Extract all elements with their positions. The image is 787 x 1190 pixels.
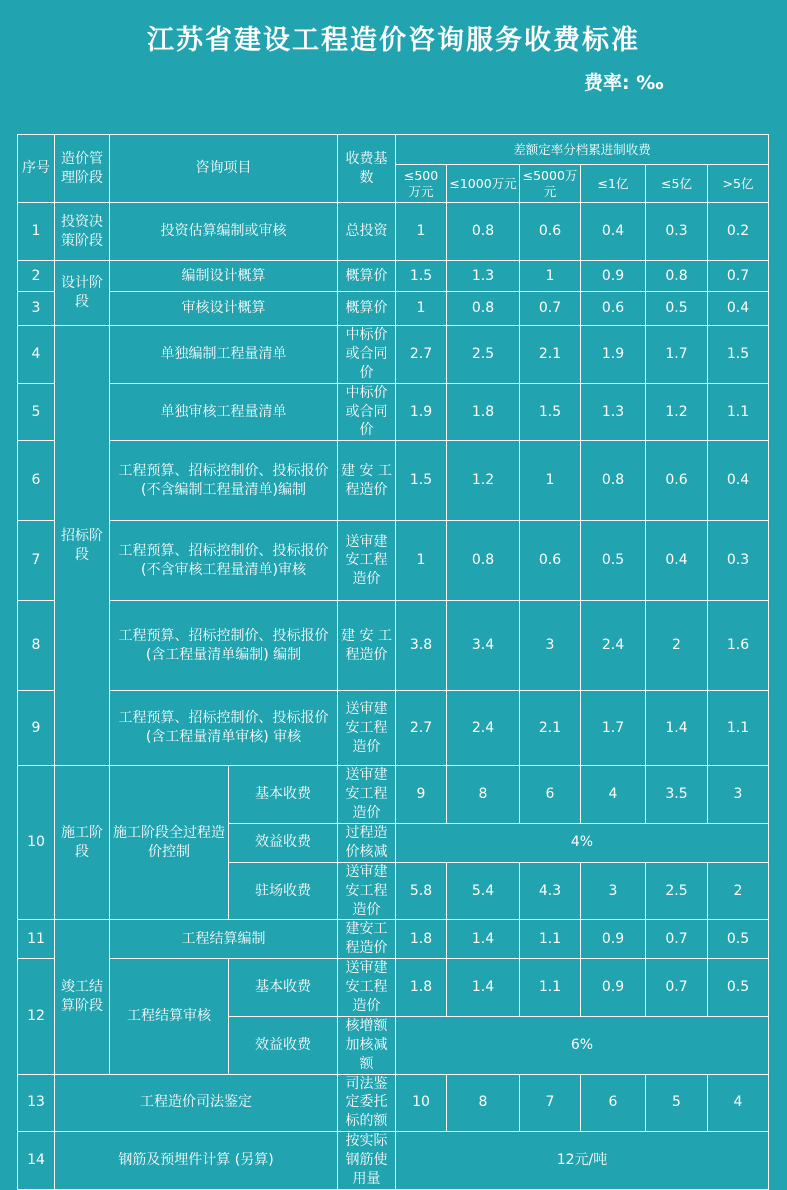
rate-cell: 0.7: [646, 959, 708, 1017]
rate-cell: 0.7: [646, 920, 708, 959]
row-base: 中标价或合同价: [338, 383, 396, 441]
tier-header: ≤5亿: [646, 165, 708, 203]
table-row: [18, 766, 769, 824]
rate-cell: 1.1: [708, 691, 769, 766]
row-no: 7: [18, 521, 55, 601]
rate-cell: 1: [396, 203, 447, 261]
rate-cell: 1: [396, 521, 447, 601]
row-base: 过程造价核减: [338, 824, 396, 863]
rate-cell: 0.8: [646, 261, 708, 292]
row-stage: 投资决策阶段: [55, 203, 110, 261]
rate-cell: 6: [520, 766, 581, 824]
row-base: 送审建安工程造价: [338, 766, 396, 824]
row-no: 2: [18, 261, 55, 292]
rate-cell: 2: [646, 601, 708, 691]
row-stage: 竣工结算阶段: [55, 920, 110, 1074]
rate-cell: 0.6: [520, 521, 581, 601]
row-sub-item: 工程结算审核: [110, 959, 229, 1074]
row-part-label: 基本收费: [229, 766, 338, 824]
row-base: 核增额加核减额: [338, 1016, 396, 1074]
table-row: [18, 691, 769, 766]
rate-cell: 8: [447, 1074, 520, 1132]
table-row: [18, 326, 769, 384]
rate-cell: 3.8: [396, 601, 447, 691]
rate-cell: 3.5: [646, 766, 708, 824]
table-row: [18, 920, 769, 959]
row-base: 司法鉴定委托标的额: [338, 1074, 396, 1132]
row-base: 送审建安工程造价: [338, 521, 396, 601]
row-no: 14: [18, 1132, 55, 1190]
table-row: [18, 1132, 769, 1190]
rate-cell: 0.7: [520, 292, 581, 326]
rate-unit: 费率: ‰: [584, 72, 664, 94]
row-no: 6: [18, 441, 55, 521]
merged-rate-cell: 12元/吨: [396, 1132, 769, 1190]
rate-cell: 0.5: [708, 959, 769, 1017]
rate-cell: 0.6: [646, 441, 708, 521]
header-base: 收费基数: [338, 135, 396, 203]
rate-cell: 1.7: [646, 326, 708, 384]
row-item: 钢筋及预埋件计算 (另算): [55, 1132, 338, 1190]
rate-cell: 1.5: [708, 326, 769, 384]
rate-cell: 0.7: [708, 261, 769, 292]
rate-cell: 2.4: [581, 601, 646, 691]
rate-cell: 10: [396, 1074, 447, 1132]
table-row: [18, 959, 769, 1017]
rate-cell: 3: [581, 862, 646, 920]
row-part-label: 基本收费: [229, 959, 338, 1017]
header-stage: 造价管理阶段: [55, 135, 110, 203]
rate-cell: 2.5: [646, 862, 708, 920]
rate-cell: 0.4: [708, 441, 769, 521]
rate-cell: 3: [520, 601, 581, 691]
row-base: 送审建安工程造价: [338, 691, 396, 766]
header-row: [18, 135, 769, 165]
row-base: 按实际钢筋使用量: [338, 1132, 396, 1190]
rate-cell: 0.5: [646, 292, 708, 326]
rate-cell: 5: [646, 1074, 708, 1132]
rate-cell: 1.8: [396, 959, 447, 1017]
row-base: 送审建安工程造价: [338, 862, 396, 920]
rate-cell: 0.6: [581, 292, 646, 326]
rate-cell: 0.4: [646, 521, 708, 601]
row-no: 12: [18, 959, 55, 1074]
header-seq: 序号: [18, 135, 55, 203]
row-part-label: 效益收费: [229, 824, 338, 863]
row-item: 工程预算、招标控制价、投标报价(含工程量清单编制) 编制: [110, 601, 338, 691]
rate-cell: 1.2: [447, 441, 520, 521]
table-row: [18, 203, 769, 261]
table-row: [18, 521, 769, 601]
row-item: 单独审核工程量清单: [110, 383, 338, 441]
rate-cell: 3: [708, 766, 769, 824]
rate-cell: 0.8: [447, 292, 520, 326]
page-title: 江苏省建设工程造价咨询服务收费标准: [147, 25, 640, 56]
rate-cell: 1.3: [581, 383, 646, 441]
row-stage: 设计阶段: [55, 261, 110, 326]
row-no: 9: [18, 691, 55, 766]
row-base: 总投资: [338, 203, 396, 261]
rate-cell: 5.4: [447, 862, 520, 920]
tier-header: ≤500万元: [396, 165, 447, 203]
rate-cell: 0.2: [708, 203, 769, 261]
row-item: 工程预算、招标控制价、投标报价(含工程量清单审核) 审核: [110, 691, 338, 766]
rate-cell: 0.8: [581, 441, 646, 521]
fee-table: [17, 134, 769, 1190]
row-base: 建 安 工 程造价: [338, 441, 396, 521]
rate-cell: 0.5: [708, 920, 769, 959]
rate-cell: 4: [708, 1074, 769, 1132]
rate-cell: 1.5: [396, 261, 447, 292]
rate-cell: 0.3: [708, 521, 769, 601]
row-item: 工程预算、招标控制价、投标报价(不含编制工程量清单)编制: [110, 441, 338, 521]
row-no: 5: [18, 383, 55, 441]
table-row: [18, 292, 769, 326]
table-row: [18, 261, 769, 292]
table-row: [18, 383, 769, 441]
table-row: [18, 601, 769, 691]
tier-header: ≤1000万元: [447, 165, 520, 203]
row-item: 工程造价司法鉴定: [55, 1074, 338, 1132]
row-base: 建 安 工 程造价: [338, 601, 396, 691]
rate-cell: 1: [520, 261, 581, 292]
rate-cell: 4: [581, 766, 646, 824]
row-item: 编制设计概算: [110, 261, 338, 292]
row-base: 中标价或合同价: [338, 326, 396, 384]
rate-cell: 0.9: [581, 261, 646, 292]
merged-rate-cell: 6%: [396, 1016, 769, 1074]
row-base: 概算价: [338, 261, 396, 292]
rate-cell: 0.4: [708, 292, 769, 326]
rate-cell: 0.4: [581, 203, 646, 261]
row-base: 概算价: [338, 292, 396, 326]
row-item: 审核设计概算: [110, 292, 338, 326]
row-no: 10: [18, 766, 55, 920]
rate-cell: 7: [520, 1074, 581, 1132]
rate-cell: 1.1: [520, 959, 581, 1017]
row-no: 13: [18, 1074, 55, 1132]
row-no: 3: [18, 292, 55, 326]
rate-cell: 1.7: [581, 691, 646, 766]
rate-cell: 0.9: [581, 920, 646, 959]
rate-cell: 4.3: [520, 862, 581, 920]
row-base: 送审建安工程造价: [338, 959, 396, 1017]
row-no: 8: [18, 601, 55, 691]
row-no: 4: [18, 326, 55, 384]
header-fee-group: 差额定率分档累进制收费: [396, 135, 769, 165]
rate-cell: 0.3: [646, 203, 708, 261]
rate-cell: 1.5: [396, 441, 447, 521]
rate-cell: 1.9: [396, 383, 447, 441]
rate-cell: 2.1: [520, 691, 581, 766]
tier-header: >5亿: [708, 165, 769, 203]
row-item: 工程预算、招标控制价、投标报价(不含审核工程量清单)审核: [110, 521, 338, 601]
row-stage: 施工阶段: [55, 766, 110, 920]
rate-cell: 1.8: [447, 383, 520, 441]
row-no: 11: [18, 920, 55, 959]
tier-header: ≤5000万元: [520, 165, 581, 203]
rate-cell: 2.7: [396, 326, 447, 384]
row-sub-item: 施工阶段全过程造价控制: [110, 766, 229, 920]
tier-header: ≤1亿: [581, 165, 646, 203]
table-row: [18, 1074, 769, 1132]
rate-cell: 2.4: [447, 691, 520, 766]
rate-cell: 1.6: [708, 601, 769, 691]
rate-cell: 1.1: [520, 920, 581, 959]
row-part-label: 驻场收费: [229, 862, 338, 920]
rate-cell: 0.8: [447, 203, 520, 261]
row-stage: 招标阶段: [55, 326, 110, 766]
rate-cell: 1.9: [581, 326, 646, 384]
rate-cell: 1.4: [646, 691, 708, 766]
rate-cell: 0.9: [581, 959, 646, 1017]
merged-rate-cell: 4%: [396, 824, 769, 863]
header-item: 咨询项目: [110, 135, 338, 203]
rate-cell: 1.4: [447, 959, 520, 1017]
rate-cell: 1.5: [520, 383, 581, 441]
rate-cell: 2.1: [520, 326, 581, 384]
table-row: [18, 441, 769, 521]
rate-cell: 3.4: [447, 601, 520, 691]
rate-cell: 0.5: [581, 521, 646, 601]
row-item: 工程结算编制: [110, 920, 338, 959]
rate-cell: 0.6: [520, 203, 581, 261]
rate-cell: 1.8: [396, 920, 447, 959]
rate-cell: 1.4: [447, 920, 520, 959]
rate-cell: 1.3: [447, 261, 520, 292]
rate-cell: 6: [581, 1074, 646, 1132]
row-part-label: 效益收费: [229, 1016, 338, 1074]
row-item: 单独编制工程量清单: [110, 326, 338, 384]
rate-cell: 8: [447, 766, 520, 824]
row-base: 建安工程造价: [338, 920, 396, 959]
rate-cell: 5.8: [396, 862, 447, 920]
row-item: 投资估算编制或审核: [110, 203, 338, 261]
row-no: 1: [18, 203, 55, 261]
rate-cell: 0.8: [447, 521, 520, 601]
rate-cell: 2.5: [447, 326, 520, 384]
rate-cell: 2.7: [396, 691, 447, 766]
rate-cell: 9: [396, 766, 447, 824]
rate-cell: 1.1: [708, 383, 769, 441]
rate-cell: 1.2: [646, 383, 708, 441]
rate-cell: 1: [520, 441, 581, 521]
rate-cell: 2: [708, 862, 769, 920]
rate-cell: 1: [396, 292, 447, 326]
